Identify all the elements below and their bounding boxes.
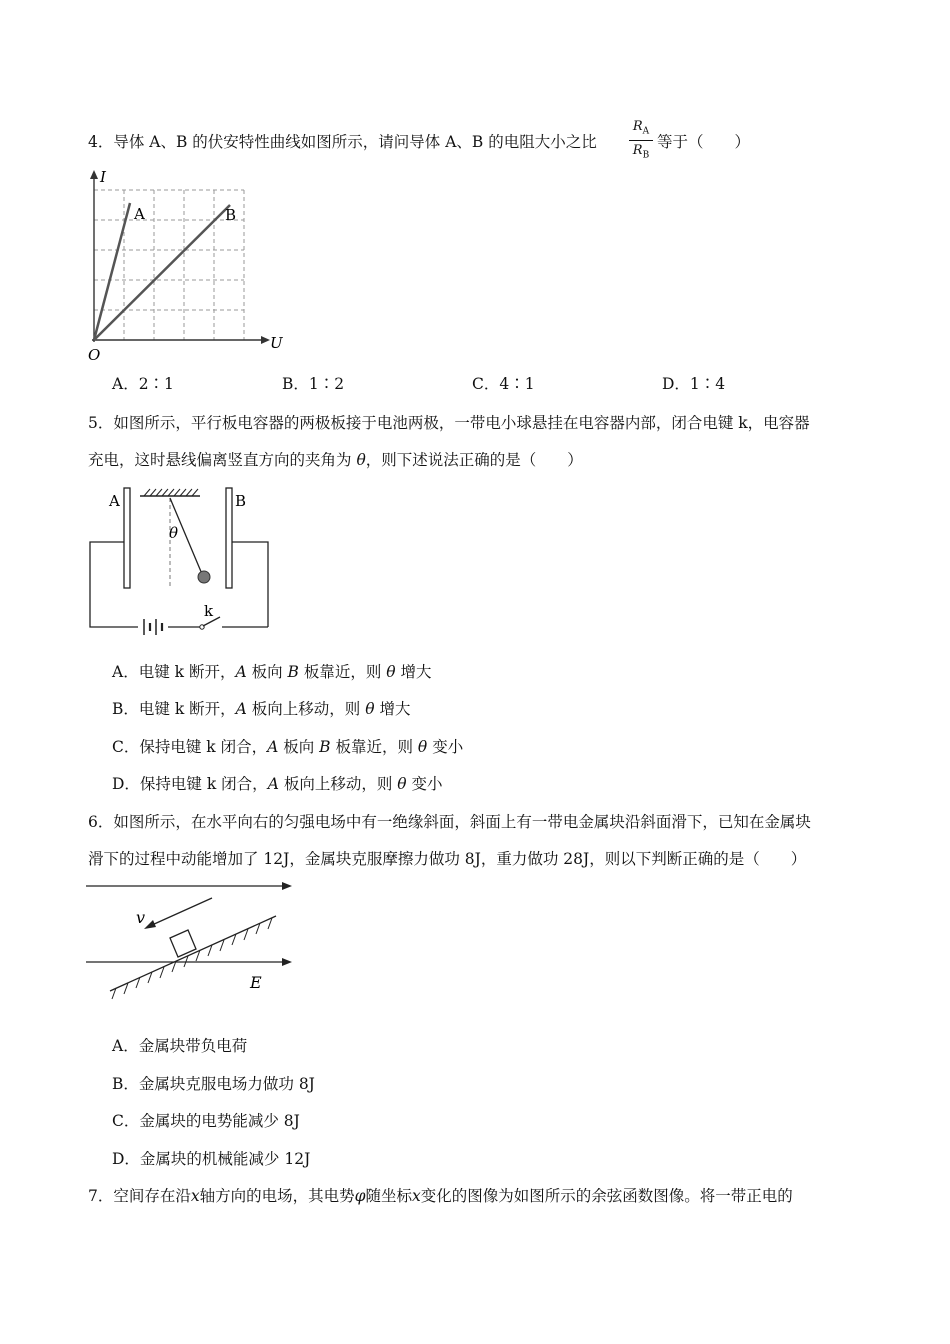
q5-plate-a xyxy=(124,488,130,588)
q5-plate-b-label: B xyxy=(235,492,247,510)
q5-plate-b xyxy=(226,488,232,588)
q5-stem-line2: 充电，这时悬线偏离竖直方向的夹角为 θ，则下述说法正确的是（ ） xyxy=(88,451,583,469)
q6-field-label: E xyxy=(250,973,262,992)
q6-velocity-label: v xyxy=(136,908,146,927)
q4-ratio-denominator: $R_B$ xyxy=(632,143,650,161)
q6-incline-figure xyxy=(86,880,306,1010)
q6-metal-block xyxy=(170,930,196,957)
q4-axis-i-label: I xyxy=(100,168,106,186)
q4-option-a[interactable]: A．2∶1 xyxy=(112,375,174,393)
q5-option-a[interactable]: A．电键 k 断开，A 板向 B 板靠近，则 θ 增大 xyxy=(112,663,432,681)
q5-option-b[interactable]: B．电键 k 断开，A 板向上移动，则 θ 增大 xyxy=(112,700,411,718)
q6-stem-line1: 6．如图所示，在水平向右的匀强电场中有一绝缘斜面，斜面上有一带电金属块沿斜面滑下，已知在金属块 xyxy=(88,813,811,831)
q4-iv-graph xyxy=(82,168,282,368)
q4-line-a-label: A xyxy=(134,205,145,223)
q4-option-c[interactable]: C．4∶1 xyxy=(472,375,535,393)
q5-stem-line1: 5．如图所示，平行板电容器的两极板接于电池两极，一带电小球悬挂在电容器内部，闭合电键 k，电容器 xyxy=(88,414,810,432)
q5-capacitor-figure xyxy=(86,486,286,636)
q5-option-c[interactable]: C．保持电键 k 闭合，A 板向 B 板靠近，则 θ 变小 xyxy=(112,738,464,756)
q6-option-d[interactable]: D．金属块的机械能减少 12J xyxy=(112,1150,311,1168)
q5-angle-label: θ xyxy=(169,524,179,542)
q6-option-b[interactable]: B．金属块克服电场力做功 8J xyxy=(112,1075,315,1093)
q6-option-c[interactable]: C．金属块的电势能减少 8J xyxy=(112,1112,300,1130)
q5-charged-ball xyxy=(198,571,210,583)
q4-option-b[interactable]: B．1∶2 xyxy=(282,375,345,393)
q4-ratio-bar xyxy=(629,140,653,141)
q4-ratio-numerator: $R_A$ xyxy=(632,119,650,137)
q7-stem: 7．空间存在沿x轴方向的电场，其电势φ随坐标x变化的图像为如图所示的余弦函数图像。将一带正电的 xyxy=(88,1187,793,1205)
q4-origin-label: O xyxy=(88,346,101,364)
q4-axis-u-label: U xyxy=(270,334,283,352)
q5-option-d[interactable]: D．保持电键 k 闭合，A 板向上移动，则 θ 变小 xyxy=(112,775,443,793)
q4-stem-end: 等于（ ） xyxy=(657,133,751,151)
q4-line-b-label: B xyxy=(225,206,237,224)
q6-option-a[interactable]: A．金属块带负电荷 xyxy=(112,1037,248,1055)
q4-option-d[interactable]: D．1∶4 xyxy=(662,375,726,393)
q5-switch-label: k xyxy=(204,602,214,620)
q4-stem xyxy=(88,130,597,152)
q5-plate-a-label: A xyxy=(109,492,120,510)
q4-stem-text: 4．导体 A、B 的伏安特性曲线如图所示，请问导体 A、B 的电阻大小之比 xyxy=(88,133,597,151)
q6-stem-line2: 滑下的过程中动能增加了 12J，金属块克服摩擦力做功 8J，重力做功 28J，则以下判断正确的是（ ） xyxy=(88,850,807,868)
